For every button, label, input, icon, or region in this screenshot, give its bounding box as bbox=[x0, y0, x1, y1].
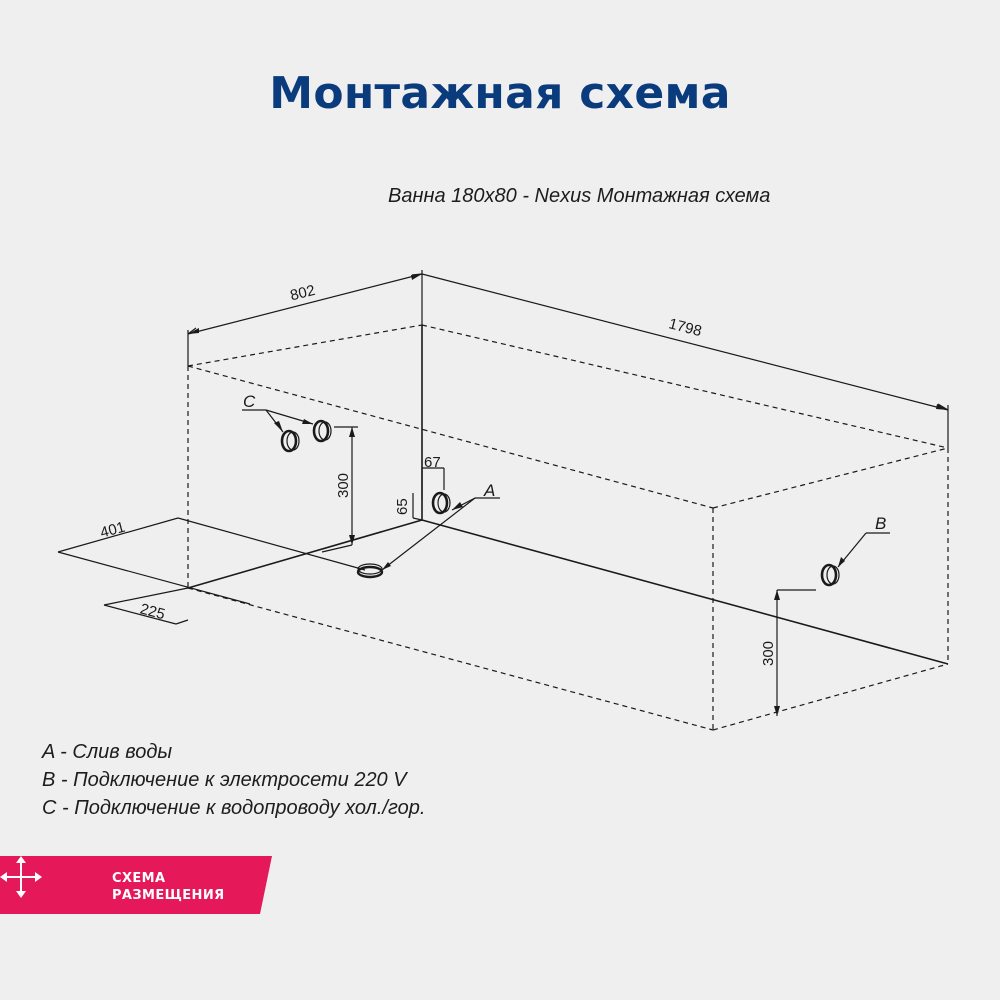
legend-item-electric: B - Подключение к электросети 220 V bbox=[42, 769, 407, 791]
dimension-electric-height-label: 300 bbox=[760, 640, 777, 666]
badge-label-line1: СХЕМА bbox=[112, 871, 166, 886]
arrowheads bbox=[188, 274, 948, 716]
legend-item-drain: A - Слив воды bbox=[42, 741, 173, 763]
dimension-length-label: 1798 bbox=[666, 315, 704, 341]
supply-pipe-right-icon bbox=[314, 421, 331, 441]
badge-label-line2: РАЗМЕЩЕНИЯ bbox=[112, 888, 225, 903]
page-title: Монтажная схема bbox=[269, 68, 731, 119]
dimension-width-label: 802 bbox=[288, 281, 317, 305]
leader-b bbox=[838, 533, 890, 567]
marker-c-label: C bbox=[243, 392, 256, 411]
drain-outlet-icon bbox=[358, 564, 382, 577]
supply-pipe-left-icon bbox=[282, 431, 299, 451]
placement-scheme-badge bbox=[0, 856, 272, 914]
dimension-drain-side-label: 225 bbox=[138, 600, 167, 624]
marker-a-label: A bbox=[484, 481, 496, 500]
tub-hidden-edges bbox=[188, 325, 948, 730]
drain-overflow-icon bbox=[433, 493, 450, 513]
legend-item-water: C - Подключение к водопроводу хол./гор. bbox=[42, 797, 426, 819]
move-arrows-icon bbox=[0, 856, 42, 898]
legend bbox=[42, 738, 425, 822]
dimension-1798-lines bbox=[422, 274, 948, 448]
dimension-drain-corner-label: 401 bbox=[98, 518, 128, 542]
dimension-supply-height-label: 300 bbox=[335, 472, 352, 498]
badge-label bbox=[112, 870, 225, 904]
drawing-subtitle: Ванна 180x80 - Nexus Монтажная схема bbox=[388, 185, 771, 207]
marker-b-label: B bbox=[875, 514, 887, 533]
electric-connection-icon bbox=[822, 565, 839, 585]
dimension-electric-height-lines bbox=[777, 590, 816, 716]
tub-floor-lines bbox=[188, 325, 948, 664]
leader-c bbox=[242, 410, 313, 432]
dimension-drain-vertical-label: 65 bbox=[394, 498, 411, 515]
dimension-drain-horizontal-label: 67 bbox=[424, 454, 441, 471]
